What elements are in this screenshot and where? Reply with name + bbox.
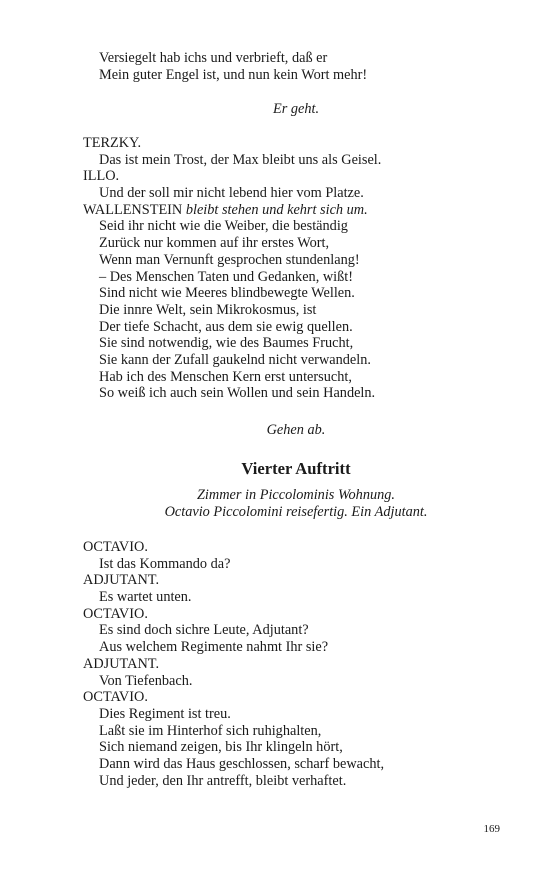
stage-direction-text: Gehen ab.: [266, 422, 326, 438]
verse-line: Und der soll mir nicht lebend hier vom Platze.: [99, 185, 364, 202]
speaker-name: OCTAVIO.: [83, 689, 148, 706]
stage-direction: [0, 422, 550, 439]
verse-line: Sich niemand zeigen, bis Ihr klingeln hört,: [99, 739, 343, 756]
setting-line: Octavio Piccolomini reisefertig. Ein Adjutant.: [164, 503, 428, 520]
page-number: 169: [483, 823, 500, 835]
verse-line: Der tiefe Schacht, aus dem sie ewig quellen.: [99, 318, 353, 335]
stage-direction-text: Er geht.: [272, 101, 320, 117]
scene-dialogue: [0, 539, 550, 789]
speaker-name: ADJUTANT.: [83, 655, 160, 672]
speaker-name: OCTAVIO.: [83, 605, 148, 622]
verse-line: Von Tiefenbach.: [99, 672, 193, 689]
verse-line: Sie sind notwendig, wie des Baumes Frucht,: [99, 335, 354, 352]
speaker-name: TERZKY.: [83, 135, 142, 151]
verse-line: Und jeder, den Ihr antrefft, bleibt verhaftet.: [99, 772, 347, 789]
verse-line: Das ist mein Trost, der Max bleibt uns als Geisel.: [99, 151, 382, 168]
verse-line: Sie kann der Zufall gaukelnd nicht verwandeln.: [99, 351, 371, 368]
speaker-name: OCTAVIO.: [83, 539, 148, 555]
speaker-name: ADJUTANT.: [83, 572, 160, 589]
verse-line: Hab ich des Menschen Kern erst untersucht,: [99, 368, 352, 385]
speaker-name: ILLO.: [83, 168, 120, 185]
opening-verse: [0, 50, 550, 83]
verse-line: – Des Menschen Taten und Gedanken, wißt!: [99, 268, 354, 285]
verse-line: Es sind doch sichre Leute, Adjutant?: [99, 622, 309, 639]
scene-heading: [0, 459, 550, 479]
scene-setting: [0, 487, 550, 520]
verse-line: Laßt sie im Hinterhof sich ruhighalten,: [99, 722, 322, 739]
setting-line: Zimmer in Piccolominis Wohnung.: [196, 487, 396, 503]
verse-line: Sind nicht wie Meeres blindbewegte Wellen.: [99, 285, 355, 302]
verse-line: Wenn man Vernunft gesprochen stundenlang!: [99, 251, 360, 268]
scene-title: Vierter Auftritt: [241, 459, 351, 478]
verse-line: Mein guter Engel ist, und nun kein Wort mehr!: [99, 66, 368, 83]
inline-stage-direction: bleibt stehen und kehrt sich um.: [185, 201, 368, 218]
verse-line: Dann wird das Haus geschlossen, scharf bewacht,: [99, 755, 385, 772]
verse-line: Es wartet unten.: [99, 589, 192, 606]
verse-line: So weiß ich auch sein Wollen und sein Handeln.: [99, 385, 376, 402]
verse-line: Zurück nur kommen auf ihr erstes Wort,: [99, 235, 330, 252]
verse-line: Seid ihr nicht wie die Weiber, die beständig: [99, 218, 348, 235]
speaker-with-direction: [0, 202, 550, 219]
verse-line: Die innre Welt, sein Mikrokosmus, ist: [99, 301, 317, 318]
stage-direction: [0, 101, 550, 118]
verse-line: Versiegelt hab ichs und verbrieft, daß er: [99, 50, 328, 66]
speech-terzky: [0, 135, 550, 402]
speaker-name: WALLENSTEIN: [83, 201, 183, 218]
verse-line: Ist das Kommando da?: [99, 555, 231, 572]
verse-line: Aus welchem Regimente nahmt Ihr sie?: [99, 639, 329, 656]
verse-line: Dies Regiment ist treu.: [99, 705, 231, 722]
